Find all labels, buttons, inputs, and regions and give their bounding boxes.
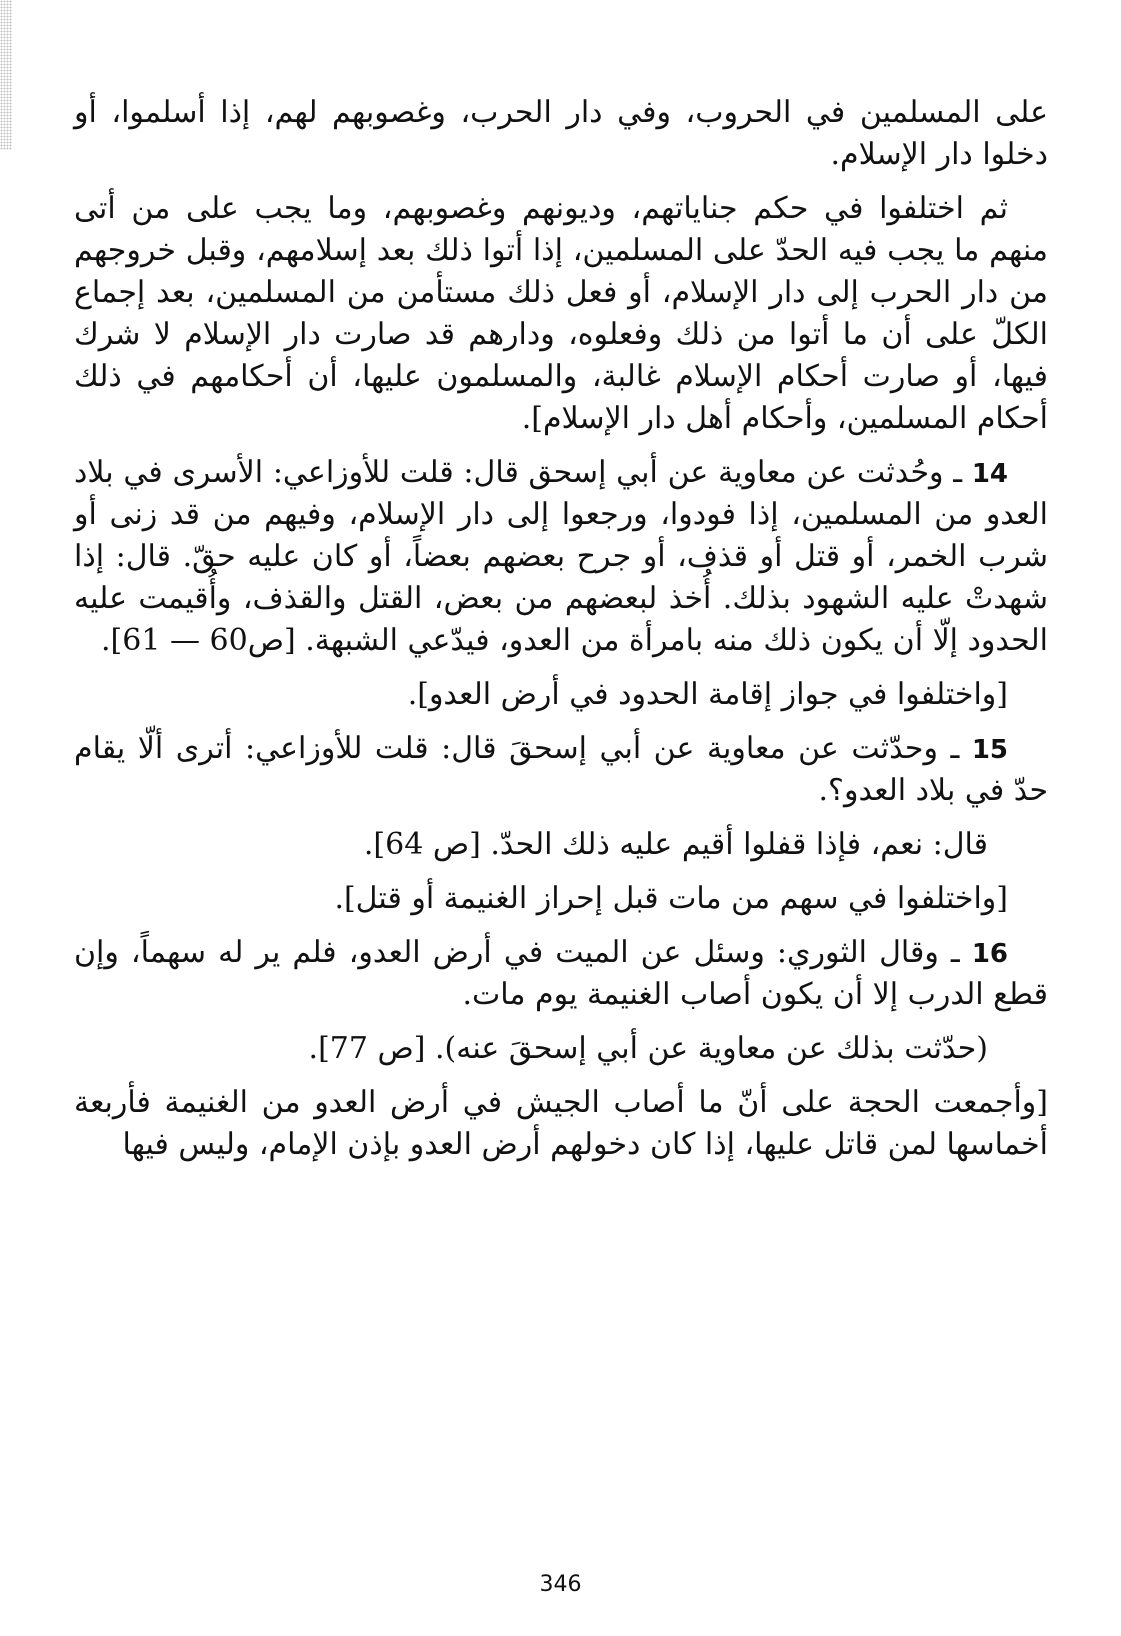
page-number: 346 (539, 1572, 582, 1597)
paragraph-answer: قال: نعم، فإذا قفلوا أقيم عليه ذلك الحدّ. [ص 64]. (363, 827, 988, 862)
paragraph-disagreement: ثم اختلفوا في حكم جناياتهم، وديونهم وغصوبهم، وما يجب على من أتى منهم ما يجب فيه الحدّ على المسلمين، إذا أتوا ذلك بعد إسلامهم، وقبل خروجهم من دار الحرب إلى دار الإسلام، أو فعل ذلك مستأمن من المسلمين، بعد إجماع الكلّ على أن ما أتوا من ذلك وفعلوه، ودارهم قد صارت دار الإسلام لا شرك فيها، أو صارت أحكام الإسلام غالبة، والمسلمون عليها، أن أحكامهم في ذلك أحكام المسلمين، وأحكام أهل دار الإسلام]. (74, 191, 1048, 436)
item-text: ـ وحدّثت عن معاوية عن أبي إسحقَ قال: قلت للأوزاعي: أترى ألّا يقام حدّ في بلاد العدو؟. (74, 731, 1048, 808)
item-number: 14 (971, 459, 1009, 489)
paragraph-source-note: (حدّثت بذلك عن معاوية عن أبي إسحقَ عنه). [ص 77]. (308, 1031, 988, 1066)
page-body (74, 92, 1048, 1178)
paragraph-item-14 (74, 452, 1048, 662)
paragraph-consensus: [وأجمعت الحجة على أنّ ما أصاب الجيش في أرض العدو من الغنيمة فأربعة أخماسها لمن قاتل عليها، إذا كان دخولهم أرض العدو بإذن الإمام، وليس فيها (74, 1085, 1048, 1162)
paragraph-item-16 (74, 932, 1048, 1016)
item-number: 16 (971, 939, 1008, 969)
scan-edge-texture (0, 0, 12, 150)
paragraph-heading-hudud: [واختلفوا في جواز إقامة الحدود في أرض العدو]. (407, 677, 1008, 712)
paragraph-continuation: على المسلمين في الحروب، وفي دار الحرب، وغصوبهم لهم، إذا أسلموا، أو دخلوا دار الإسلام. (74, 95, 1048, 172)
paragraph-item-15 (74, 728, 1048, 812)
item-text: ـ وحُدثت عن معاوية عن أبي إسحق قال: قلت للأوزاعي: الأسرى في بلاد العدو من المسلمين، إذا فودوا، ورجعوا إلى دار الإسلام، وفيهم من قد زنى أو شرب الخمر، أو قتل أو قذف، أو جرح بعضهم بعضاً، أو كان عليه حقّ. قال: إذا شهدتْ عليه الشهود بذلك. أُخذ لبعضهم من بعض، القتل والقذف، وأُقيمت عليه الحدود إلّا أن يكون ذلك منه بامرأة من العدو، فيدّعي الشبهة. [ص60 — 61]. (74, 455, 1049, 658)
paragraph-heading-share: [واختلفوا في سهم من مات قبل إحراز الغنيمة أو قتل]. (334, 881, 1008, 916)
item-text: ـ وقال الثوري: وسئل عن الميت في أرض العدو، فلم ير له سهماً، وإن قطع الدرب إلا أن يكون أصاب الغنيمة يوم مات. (74, 935, 1048, 1012)
item-number: 15 (971, 735, 1008, 765)
